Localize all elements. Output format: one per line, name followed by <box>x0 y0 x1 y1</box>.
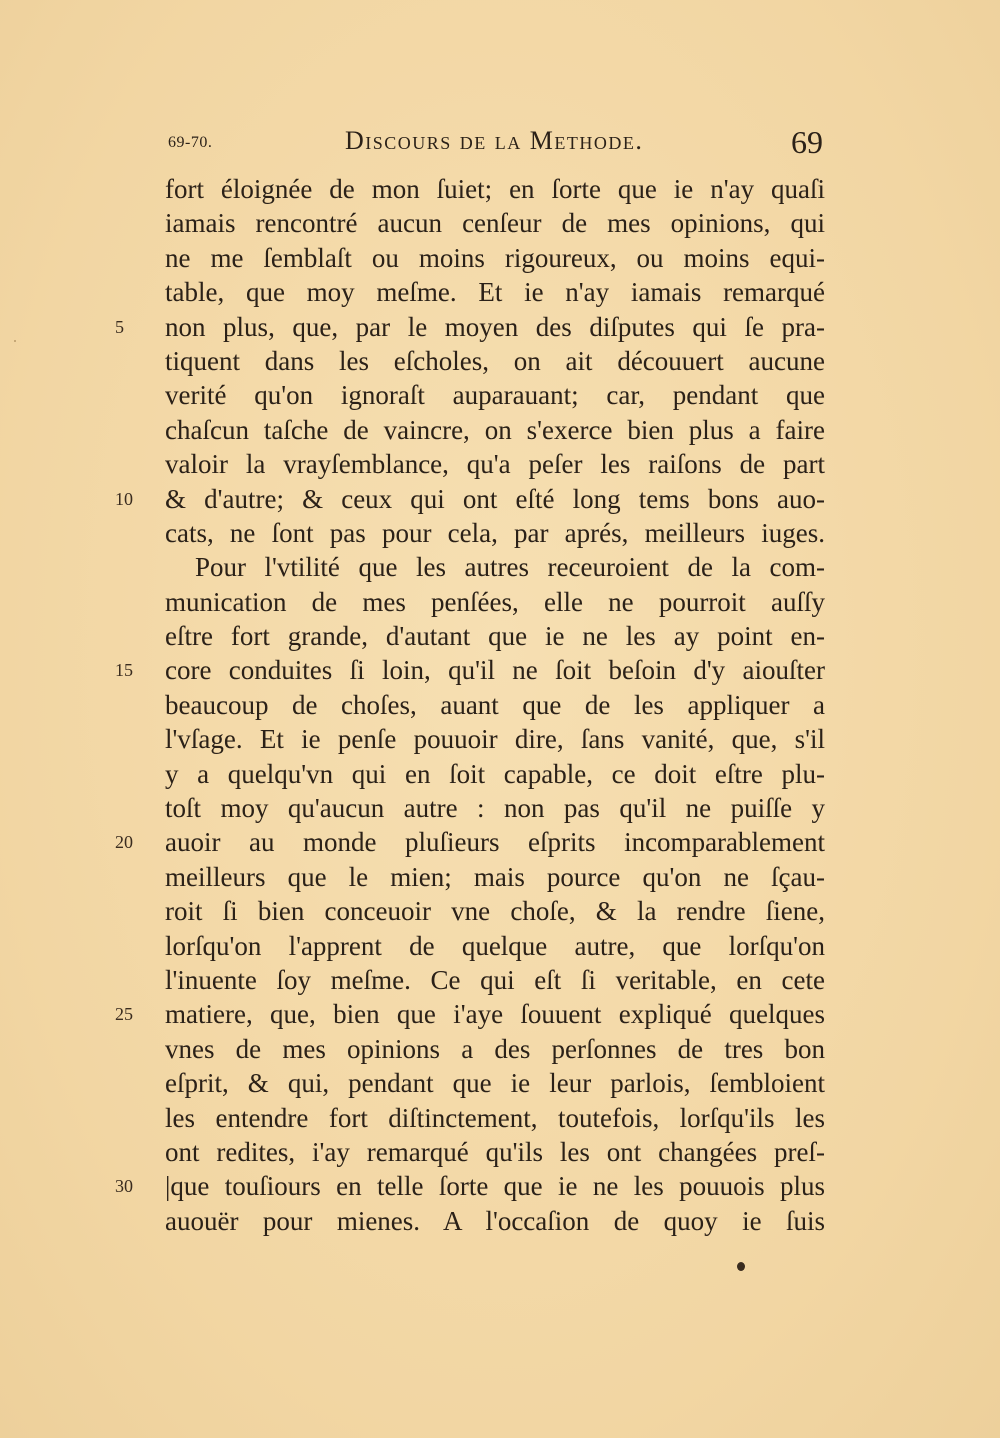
text-line <box>165 172 825 206</box>
text-line <box>115 997 825 1031</box>
line-text: ont redites, i'ay remarqué qu'ils les ont changées preſ- <box>165 1136 825 1167</box>
line-text: meilleurs que le mien; mais pource qu'on ne ſçau- <box>165 861 825 892</box>
line-number: 25 <box>115 1004 133 1025</box>
line-text: tiquent dans les eſcholes, on ait découuert aucune <box>165 345 825 376</box>
text-line <box>165 722 825 756</box>
page-header <box>165 120 825 170</box>
text-line <box>165 275 825 309</box>
text-line <box>165 894 825 928</box>
line-text: vnes de mes opinions a des perſonnes de tres bon <box>165 1033 825 1064</box>
line-text: |que touſiours en telle ſorte que ie ne les pouuois plus <box>165 1171 825 1202</box>
running-title: Discours de la Methode. <box>345 126 644 155</box>
text-line <box>115 482 825 516</box>
text-line <box>115 310 825 344</box>
text-line <box>165 516 825 550</box>
line-text: beaucoup de choſes, auant que de les appliquer a <box>165 689 825 720</box>
line-text: & d'autre; & ceux qui ont eſté long tems bons auo- <box>165 483 825 514</box>
text-line <box>165 757 825 791</box>
text-line <box>165 860 825 894</box>
text-line <box>165 963 825 997</box>
line-text: matiere, que, bien que i'aye ſouuent expliqué quelques <box>165 999 825 1030</box>
line-text: table, que moy meſme. Et ie n'ay iamais remarqué <box>165 277 825 308</box>
line-text: eſprit, & qui, pendant que ie leur parlois, ſembloient <box>165 1068 825 1099</box>
line-text: non plus, que, par le moyen des diſputes qui ſe pra- <box>165 311 825 342</box>
text-line <box>165 1066 825 1100</box>
line-text: auoir au monde pluſieurs eſprits incomparablement <box>165 827 825 858</box>
body-text <box>115 172 825 1238</box>
line-text: l'vſage. Et ie penſe pouuoir dire, ſans vanité, que, s'il <box>165 724 825 755</box>
text-line <box>165 791 825 825</box>
line-text: y a quelqu'vn qui en ſoit capable, ce doit eſtre plu- <box>165 758 825 789</box>
text-line <box>165 413 825 447</box>
paper-speck <box>14 340 16 342</box>
page-number: 69 <box>791 124 823 160</box>
text-line <box>165 585 825 619</box>
line-text: eſtre fort grande, d'autant que ie ne les ay point en- <box>165 621 825 652</box>
line-number: 5 <box>115 316 124 337</box>
line-text: cats, ne ſont pas pour cela, par aprés, meilleurs iuges. <box>165 517 825 548</box>
text-line <box>165 688 825 722</box>
text-line <box>165 1032 825 1066</box>
line-text: les entendre fort diſtinctement, toutefois, lorſqu'ils les <box>165 1102 825 1133</box>
line-text: l'inuente ſoy meſme. Ce qui eſt ſi veritable, en cete <box>165 964 825 995</box>
line-text: verité qu'on ignoraſt auparauant; car, pendant que <box>165 380 825 411</box>
folio-range: 69-70. <box>168 134 213 151</box>
line-text: lorſqu'on l'apprent de quelque autre, que lorſqu'on <box>165 930 825 961</box>
text-line <box>165 550 825 584</box>
text-line <box>115 825 825 859</box>
text-line <box>165 1135 825 1169</box>
text-line <box>165 344 825 378</box>
line-number: 10 <box>115 488 133 509</box>
line-number: 20 <box>115 832 133 853</box>
text-line <box>165 1204 825 1238</box>
line-text: auouër pour mienes. A l'occaſion de quoy ie ſuis <box>165 1205 825 1236</box>
line-text: fort éloignée de mon ſuiet; en ſorte que ie n'ay quaſi <box>165 174 825 204</box>
line-text: chaſcun taſche de vaincre, on s'exerce bien plus a faire <box>165 414 825 445</box>
text-line <box>165 378 825 412</box>
line-number: 15 <box>115 660 133 681</box>
text-line <box>165 447 825 481</box>
line-text: valoir la vrayſemblance, qu'a peſer les raiſons de part <box>165 449 825 480</box>
text-line <box>165 619 825 653</box>
line-text: roit ſi bien conceuoir vne choſe, & la rendre ſiene, <box>165 896 825 927</box>
text-line <box>165 1101 825 1135</box>
line-text: iamais rencontré aucun cenſeur de mes opinions, qui <box>165 208 825 239</box>
text-line <box>165 929 825 963</box>
text-line <box>115 1169 825 1203</box>
line-text: ne me ſemblaſt ou moins rigoureux, ou moins equi- <box>165 242 825 273</box>
line-number: 30 <box>115 1176 133 1197</box>
signature-mark <box>737 1262 745 1271</box>
line-text: toſt moy qu'aucun autre : non pas qu'il ne puiſſe y <box>165 793 825 824</box>
line-text: Pour l'vtilité que les autres receuroient de la com- <box>195 552 825 583</box>
line-text: munication de mes penſées, elle ne pourroit auſſy <box>165 586 825 617</box>
text-line <box>165 206 825 240</box>
text-line <box>115 653 825 687</box>
line-text: core conduites ſi loin, qu'il ne ſoit beſoin d'y aiouſter <box>165 655 825 686</box>
text-line <box>165 241 825 275</box>
